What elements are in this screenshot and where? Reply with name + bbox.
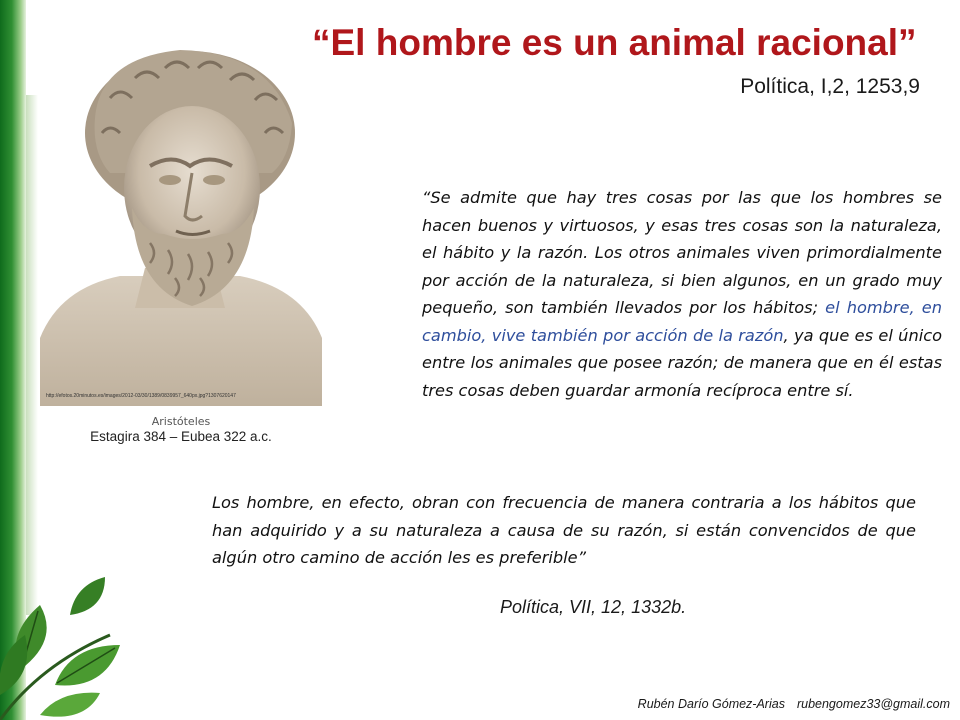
image-source-url: http://efotos.20minutos.es/images/2012-03/30/1389/0839957_640px.jpg?1307620147 bbox=[46, 393, 236, 399]
quote-citation: Política, VII, 12, 1332b. bbox=[500, 597, 687, 617]
quote-highlight: el hombre, en cambio, vive también por acción de la razón bbox=[422, 298, 942, 345]
decorative-leaves-icon bbox=[0, 575, 130, 720]
quote-text-part2: , ya que es el único entre los animales que posee razón; de manera que en él estas tres cosas deben guardar armonía recíproca entre sí. bbox=[422, 325, 943, 400]
image-caption-place: Estagira 384 – Eubea 322 a.c. bbox=[90, 429, 272, 444]
quote-continuation: Los hombre, en efecto, obran con frecuencia de manera contraria a los hábitos que han adquirido y a su naturaleza a causa de su razón, si están convencidos de que algún otro camino de acción les es preferible” bbox=[212, 493, 916, 567]
quote-paragraph bbox=[422, 184, 942, 404]
footer bbox=[638, 697, 950, 711]
slide-title: “El hombre es un animal racional” bbox=[312, 22, 917, 63]
quote-text-part1: “Se admite que hay tres cosas por las que los hombres se hacen buenos y virtuosos, y esas tres cosas son la naturaleza, el hábito y la razón. Los otros animales viven primordialmente por acción de la naturaleza, si bien algunos, en un grado muy pequeño, son también llevados por los hábitos; bbox=[422, 188, 942, 317]
aristotle-bust-image bbox=[40, 38, 322, 406]
slide-subtitle: Política, I,2, 1253,9 bbox=[740, 75, 920, 98]
footer-author: Rubén Darío Gómez-Arias bbox=[637, 697, 785, 711]
footer-email: rubengomez33@gmail.com bbox=[796, 697, 950, 711]
left-band-fade bbox=[26, 95, 38, 615]
image-caption-name: Aristóteles bbox=[151, 415, 211, 428]
